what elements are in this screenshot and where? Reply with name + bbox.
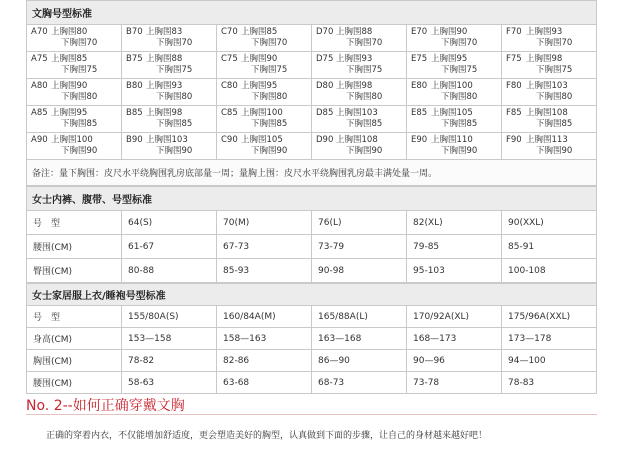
under-bust-value: 下胸围80 [61,92,98,102]
upper-bust-value: 上胸围95 [241,81,278,91]
underwear-section-title: 女士内裤、腹带、号型标准 [27,187,597,211]
bra-note-row [27,160,597,186]
upper-bust-value: 上胸围93 [336,54,373,64]
bra-size-cell [27,133,122,160]
bra-section-header [27,1,597,25]
homewear-cell: 173—178 [502,328,597,350]
underwear-cell: 61-67 [122,235,217,259]
upper-bust-value: 上胸围108 [526,108,568,118]
bra-cup-code: B90 [126,135,143,145]
underwear-cell: 67-73 [217,235,312,259]
bra-size-cell [407,79,502,106]
underwear-row [27,259,597,283]
bra-cup-code: D80 [316,81,334,91]
bra-cup-code: A80 [31,81,48,91]
underwear-cell: 79-85 [407,235,502,259]
under-bust-value: 下胸围80 [536,92,573,102]
bra-measurements [336,108,382,130]
bra-measurements [241,81,287,103]
homewear-cell: 94—100 [502,350,597,372]
bra-measurements [431,54,477,76]
underwear-cell: 85-91 [502,235,597,259]
underwear-row [27,235,597,259]
upper-bust-value: 上胸围98 [146,108,183,118]
bra-measurements [241,108,287,130]
bra-cup-code: D90 [316,135,334,145]
under-bust-value: 下胸围70 [536,38,573,48]
upper-bust-value: 上胸围90 [241,54,278,64]
upper-bust-value: 上胸围95 [51,108,88,118]
bra-size-table [26,0,597,186]
bra-size-row [27,52,597,79]
upper-bust-value: 上胸围83 [146,27,183,37]
upper-bust-value: 上胸围88 [146,54,183,64]
bra-measurements [526,108,572,130]
under-bust-value: 下胸围85 [251,119,288,129]
upper-bust-value: 上胸围113 [526,135,568,145]
bra-size-cell [122,79,217,106]
upper-bust-value: 上胸围80 [51,27,88,37]
underwear-cell: 90(XXL) [502,211,597,235]
bra-measurements [241,54,287,76]
bra-cup-code: F90 [506,135,522,145]
underwear-cell: 80-88 [122,259,217,283]
under-bust-value: 下胸围85 [61,119,98,129]
bra-cup-code: F75 [506,54,522,64]
upper-bust-value: 上胸围93 [146,81,183,91]
bra-measurements [526,27,572,49]
homewear-row [27,328,597,350]
homewear-cell: 58-63 [122,372,217,394]
homewear-cell: 175/96A(XXL) [502,306,597,328]
bra-size-cell [27,79,122,106]
upper-bust-value: 上胸围90 [431,27,468,37]
upper-bust-value: 上胸围98 [526,54,563,64]
bra-size-cell [217,25,312,52]
underwear-row-label: 腰围(CM) [27,235,122,259]
homewear-row-label: 胸围(CM) [27,350,122,372]
under-bust-value: 下胸围75 [346,65,383,75]
underwear-cell: 100-108 [502,259,597,283]
section-2-divider [26,414,597,415]
underwear-row [27,211,597,235]
upper-bust-value: 上胸围108 [336,135,378,145]
bra-size-cell [217,106,312,133]
homewear-section-title: 女士家居服上衣/睡袍号型标准 [27,284,597,306]
bra-cup-code: B70 [126,27,143,37]
under-bust-value: 下胸围70 [441,38,478,48]
homewear-cell: 160/84A(M) [217,306,312,328]
homewear-row [27,372,597,394]
underwear-size-table [26,186,597,283]
bra-measurements [336,27,382,49]
bra-cup-code: B80 [126,81,143,91]
under-bust-value: 下胸围90 [156,146,193,156]
homewear-cell: 155/80A(S) [122,306,217,328]
underwear-cell: 85-93 [217,259,312,283]
bra-measurements [51,54,97,76]
homewear-cell: 158—163 [217,328,312,350]
bra-size-cell [407,133,502,160]
under-bust-value: 下胸围85 [156,119,193,129]
under-bust-value: 下胸围70 [61,38,98,48]
upper-bust-value: 上胸围103 [336,108,378,118]
homewear-cell: 163—168 [312,328,407,350]
bra-measurements [526,81,572,103]
bra-measurements [146,54,192,76]
bra-cup-code: F70 [506,27,522,37]
bra-cup-code: C85 [221,108,238,118]
bra-size-cell [502,25,597,52]
bra-measurements [51,108,97,130]
homewear-row-label: 号 型 [27,306,122,328]
bra-cup-code: D70 [316,27,334,37]
upper-bust-value: 上胸围110 [431,135,473,145]
bra-size-row [27,133,597,160]
homewear-cell: 68-73 [312,372,407,394]
underwear-row-label: 臀围(CM) [27,259,122,283]
bra-cup-code: A85 [31,108,48,118]
homewear-row [27,350,597,372]
under-bust-value: 下胸围70 [346,38,383,48]
bra-cup-code: F80 [506,81,522,91]
bra-measurements [336,54,382,76]
under-bust-value: 下胸围75 [441,65,478,75]
homewear-section-header [27,284,597,306]
bra-size-row [27,79,597,106]
homewear-cell: 78-82 [122,350,217,372]
bra-size-cell [312,106,407,133]
bra-measurements [526,135,572,157]
bra-cup-code: C70 [221,27,238,37]
bra-size-cell [502,79,597,106]
upper-bust-value: 上胸围103 [146,135,188,145]
under-bust-value: 下胸围90 [61,146,98,156]
section-2-intro: 正确的穿着内衣，不仅能增加舒适度，更会塑造美好的胸型，认真做到下面的步骤，让自己的身材越来越好吧！ [46,431,488,441]
under-bust-value: 下胸围80 [251,92,288,102]
upper-bust-value: 上胸围90 [51,81,88,91]
bra-cup-code: A90 [31,135,48,145]
under-bust-value: 下胸围70 [156,38,193,48]
under-bust-value: 下胸围90 [251,146,288,156]
bra-cup-code: E90 [411,135,428,145]
bra-cup-code: C75 [221,54,238,64]
bra-size-cell [122,106,217,133]
under-bust-value: 下胸围85 [346,119,383,129]
under-bust-value: 下胸围75 [61,65,98,75]
homewear-row-label: 身高(CM) [27,328,122,350]
bra-measurements [51,135,97,157]
homewear-cell: 90—96 [407,350,502,372]
bra-size-cell [407,52,502,79]
homewear-cell: 170/92A(XL) [407,306,502,328]
upper-bust-value: 上胸围105 [241,135,283,145]
bra-cup-code: D85 [316,108,334,118]
bra-cup-code: B85 [126,108,143,118]
bra-note: 备注：量下胸围：皮尺水平绕胸围乳房底部量一周；量胸上围：皮尺水平绕胸围乳房最丰满处量一周。 [27,160,597,186]
under-bust-value: 下胸围75 [156,65,193,75]
bra-size-row [27,25,597,52]
under-bust-value: 下胸围80 [346,92,383,102]
upper-bust-value: 上胸围103 [526,81,568,91]
bra-cup-code: F85 [506,108,522,118]
upper-bust-value: 上胸围88 [336,27,373,37]
bra-cup-code: C90 [221,135,238,145]
upper-bust-value: 上胸围100 [241,108,283,118]
bra-size-cell [312,79,407,106]
bra-size-cell [122,133,217,160]
upper-bust-value: 上胸围93 [526,27,563,37]
bra-size-cell [407,106,502,133]
homewear-cell: 86—90 [312,350,407,372]
upper-bust-value: 上胸围105 [431,108,473,118]
homewear-cell: 73-78 [407,372,502,394]
homewear-cell: 153—158 [122,328,217,350]
bra-cup-code: A75 [31,54,48,64]
under-bust-value: 下胸围80 [441,92,478,102]
bra-cup-code: E70 [411,27,428,37]
homewear-cell: 168—173 [407,328,502,350]
under-bust-value: 下胸围85 [536,119,573,129]
bra-size-cell [502,52,597,79]
bra-measurements [431,27,477,49]
under-bust-value: 下胸围75 [536,65,573,75]
bra-size-cell [312,52,407,79]
bra-measurements [146,135,192,157]
bra-size-cell [502,106,597,133]
bra-cup-code: E85 [411,108,428,118]
bra-measurements [526,54,572,76]
bra-cup-code: E75 [411,54,428,64]
underwear-cell: 90-98 [312,259,407,283]
bra-size-cell [122,25,217,52]
bra-measurements [431,135,477,157]
bra-size-cell [312,25,407,52]
bra-cup-code: A70 [31,27,48,37]
bra-size-cell [407,25,502,52]
homewear-size-table [26,283,597,394]
bra-size-cell [217,79,312,106]
homewear-cell: 82-86 [217,350,312,372]
underwear-cell: 82(XL) [407,211,502,235]
bra-measurements [336,81,382,103]
under-bust-value: 下胸围90 [536,146,573,156]
bra-measurements [241,27,287,49]
bra-measurements [51,81,97,103]
underwear-cell: 76(L) [312,211,407,235]
bra-cup-code: C80 [221,81,238,91]
upper-bust-value: 上胸围100 [51,135,93,145]
upper-bust-value: 上胸围100 [431,81,473,91]
bra-cup-code: D75 [316,54,334,64]
bra-measurements [336,135,382,157]
homewear-row [27,306,597,328]
bra-cup-code: B75 [126,54,143,64]
bra-size-cell [502,133,597,160]
homewear-cell: 63-68 [217,372,312,394]
bra-size-cell [27,25,122,52]
bra-size-cell [122,52,217,79]
bra-measurements [431,81,477,103]
bra-measurements [146,108,192,130]
underwear-row-label: 号 型 [27,211,122,235]
bra-size-cell [312,133,407,160]
bra-size-row [27,106,597,133]
under-bust-value: 下胸围70 [251,38,288,48]
bra-measurements [51,27,97,49]
bra-measurements [146,81,192,103]
under-bust-value: 下胸围85 [441,119,478,129]
bra-measurements [146,27,192,49]
homewear-cell: 78-83 [502,372,597,394]
upper-bust-value: 上胸围98 [336,81,373,91]
under-bust-value: 下胸围75 [251,65,288,75]
underwear-cell: 64(S) [122,211,217,235]
bra-measurements [431,108,477,130]
size-chart-sheet [26,0,597,394]
bra-size-cell [27,106,122,133]
bra-size-cell [27,52,122,79]
bra-section-title: 文胸号型标准 [27,1,597,25]
homewear-cell: 165/88A(L) [312,306,407,328]
under-bust-value: 下胸围80 [156,92,193,102]
bra-size-cell [217,52,312,79]
upper-bust-value: 上胸围85 [241,27,278,37]
upper-bust-value: 上胸围95 [431,54,468,64]
under-bust-value: 下胸围90 [441,146,478,156]
underwear-cell: 95-103 [407,259,502,283]
underwear-cell: 73-79 [312,235,407,259]
under-bust-value: 下胸围90 [346,146,383,156]
bra-cup-code: E80 [411,81,428,91]
section-2-heading: No. 2--如何正确穿戴文胸 [26,398,185,414]
bra-measurements [241,135,287,157]
upper-bust-value: 上胸围85 [51,54,88,64]
underwear-section-header [27,187,597,211]
bra-size-cell [217,133,312,160]
underwear-cell: 70(M) [217,211,312,235]
homewear-row-label: 腰围(CM) [27,372,122,394]
